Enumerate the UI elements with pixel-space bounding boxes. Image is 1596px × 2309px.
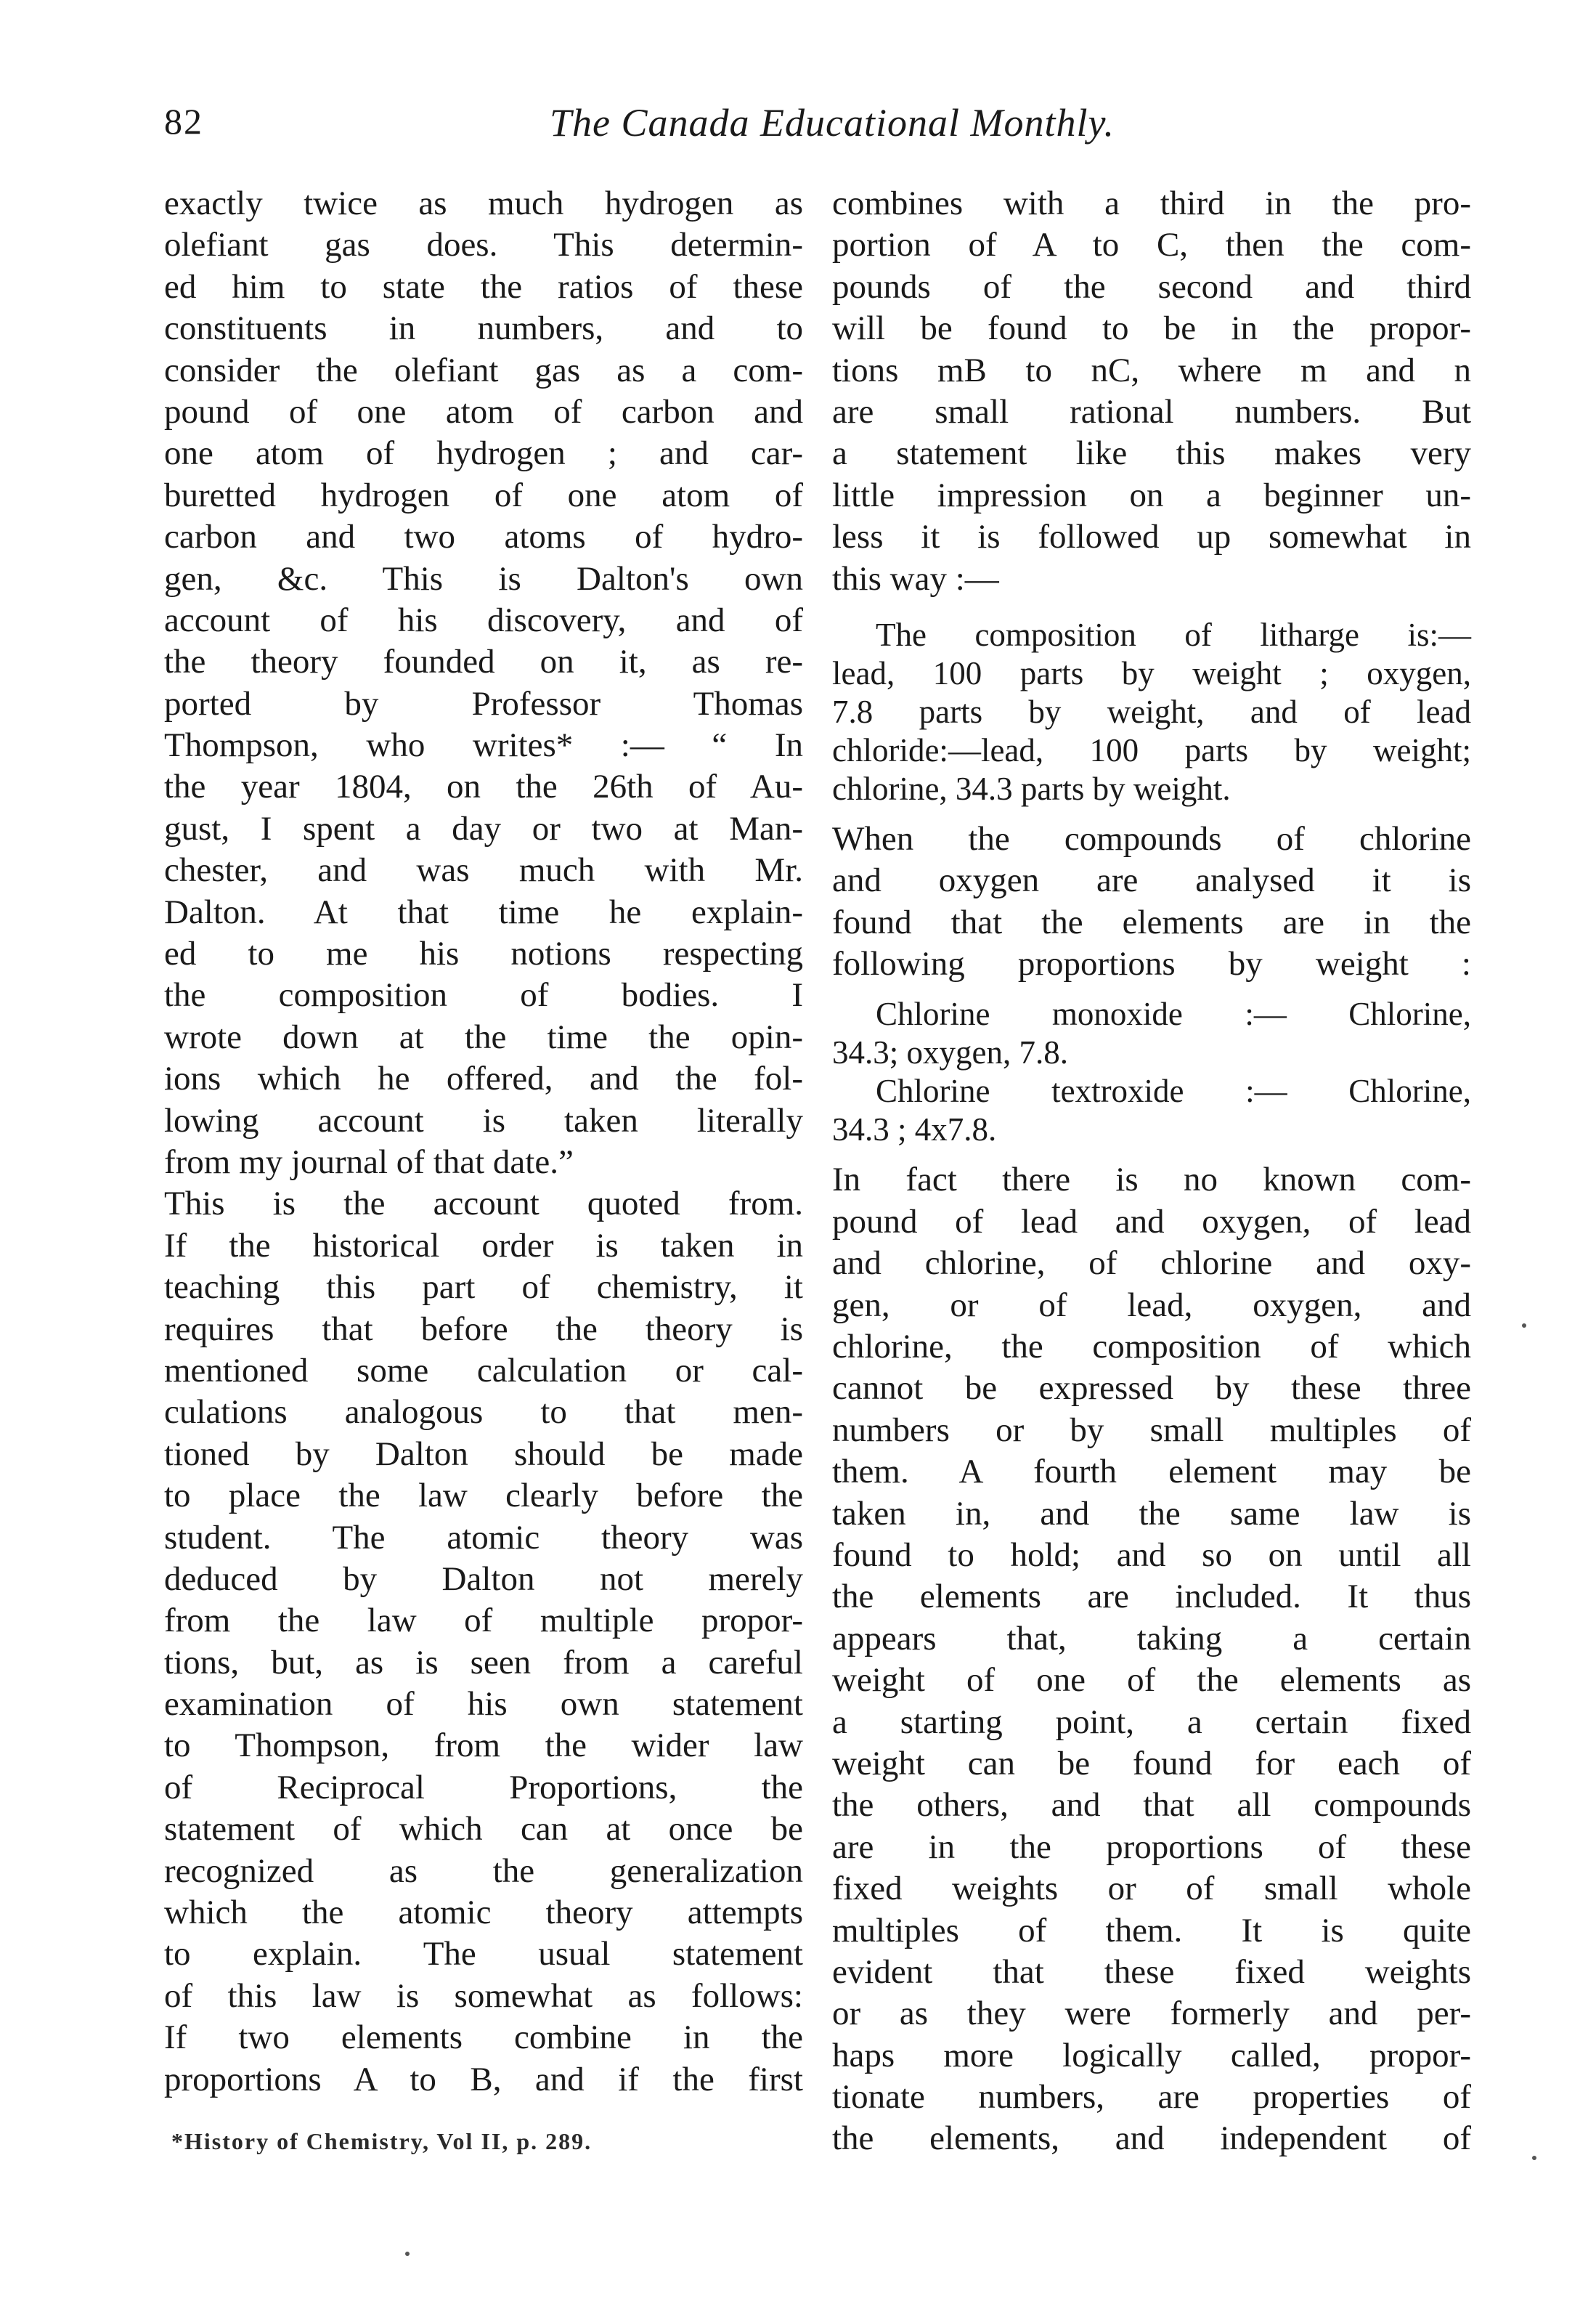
running-title: The Canada Educational Monthly. bbox=[550, 101, 1115, 145]
text-line: If the historical order is taken in bbox=[164, 1226, 803, 1265]
text-line: this way :— bbox=[832, 559, 999, 598]
text-line: will be found to be in the propor- bbox=[832, 309, 1471, 348]
scan-speck bbox=[1522, 1323, 1526, 1328]
text-line: the theory founded on it, as re- bbox=[164, 643, 803, 681]
text-line: fixed weights or of small whole bbox=[832, 1870, 1471, 1908]
text-line: pounds of the second and third bbox=[832, 267, 1471, 306]
text-line: buretted hydrogen of one atom of bbox=[164, 476, 803, 514]
text-line: Chlorine textroxide :— Chlorine, bbox=[876, 1073, 1471, 1110]
text-line: tions mB to nC, where m and n bbox=[832, 351, 1471, 389]
text-line: The composition of litharge is:— bbox=[876, 616, 1471, 653]
text-line: tionate numbers, are properties of bbox=[832, 2078, 1471, 2117]
text-line: weight of one of the elements as bbox=[832, 1661, 1471, 1700]
text-line: to place the law clearly before the bbox=[164, 1477, 803, 1515]
text-line: to Thompson, from the wider law bbox=[164, 1726, 803, 1765]
text-line: the elements are included. It thus bbox=[832, 1578, 1471, 1616]
text-line: the elements, and independent of bbox=[832, 2119, 1471, 2158]
text-line: gen, &c. This is Dalton's own bbox=[164, 559, 803, 598]
text-line: chester, and was much with Mr. bbox=[164, 851, 803, 890]
text-line: teaching this part of chemistry, it bbox=[164, 1268, 803, 1307]
text-line: student. The atomic theory was bbox=[164, 1518, 803, 1557]
text-line: When the compounds of chlorine bbox=[832, 819, 1471, 858]
text-line: olefiant gas does. This determin- bbox=[164, 226, 803, 264]
text-line: gen, or of lead, oxygen, and bbox=[832, 1286, 1471, 1324]
text-line: them. A fourth element may be bbox=[832, 1453, 1471, 1491]
text-line: recognized as the generalization bbox=[164, 1851, 803, 1890]
text-line: ed to me his notions respecting bbox=[164, 935, 803, 973]
text-line: numbers or by small multiples of bbox=[832, 1411, 1471, 1449]
text-line: lowing account is taken literally bbox=[164, 1101, 803, 1140]
text-line: exactly twice as much hydrogen as bbox=[164, 184, 803, 222]
text-line: haps more logically called, propor- bbox=[832, 2036, 1471, 2074]
text-line: the others, and that all compounds bbox=[832, 1786, 1471, 1825]
text-line: cannot be expressed by these three bbox=[832, 1369, 1471, 1408]
text-line: ed him to state the ratios of these bbox=[164, 267, 803, 306]
text-line: found to hold; and so on until all bbox=[832, 1535, 1471, 1574]
text-line: gust, I spent a day or two at Man- bbox=[164, 809, 803, 848]
text-line: of this law is somewhat as follows: bbox=[164, 1976, 803, 2015]
text-line: portion of A to C, then the com- bbox=[832, 226, 1471, 264]
text-line: consider the olefiant gas as a com- bbox=[164, 351, 803, 389]
text-line: which the atomic theory attempts bbox=[164, 1894, 803, 1932]
text-line: are small rational numbers. But bbox=[832, 392, 1471, 431]
text-line: weight can be found for each of bbox=[832, 1744, 1471, 1782]
page-number: 82 bbox=[164, 101, 203, 142]
text-line: a starting point, a certain fixed bbox=[832, 1703, 1471, 1741]
text-line: 34.3 ; 4x7.8. bbox=[832, 1111, 997, 1148]
text-line: This is the account quoted from. bbox=[164, 1185, 803, 1223]
text-line: chlorine, 34.3 parts by weight. bbox=[832, 770, 1231, 807]
text-line: the composition of bodies. I bbox=[164, 976, 803, 1015]
text-line: tions, but, as is seen from a careful bbox=[164, 1643, 803, 1681]
text-line: or as they were formerly and per- bbox=[832, 1994, 1471, 2033]
footnote: *History of Chemistry, Vol II, p. 289. bbox=[171, 2128, 593, 2154]
text-line: wrote down at the time the opin- bbox=[164, 1018, 803, 1056]
text-line: from my journal of that date.” bbox=[164, 1143, 574, 1181]
text-line: examination of his own statement bbox=[164, 1685, 803, 1724]
text-line: deduced by Dalton not merely bbox=[164, 1559, 803, 1598]
text-line: pound of lead and oxygen, of lead bbox=[832, 1202, 1471, 1241]
text-line: to explain. The usual statement bbox=[164, 1935, 803, 1973]
left-column bbox=[164, 183, 803, 2101]
scan-speck bbox=[1532, 2156, 1536, 2160]
text-line: are in the proportions of these bbox=[832, 1827, 1471, 1866]
text-line: the year 1804, on the 26th of Au- bbox=[164, 768, 803, 806]
text-line: a statement like this makes very bbox=[832, 434, 1471, 473]
text-line: mentioned some calculation or cal- bbox=[164, 1351, 803, 1389]
text-line: proportions A to B, and if the first bbox=[164, 2060, 803, 2098]
text-line: and oxygen are analysed it is bbox=[832, 861, 1471, 900]
text-line: requires that before the theory is bbox=[164, 1310, 803, 1348]
text-line: statement of which can at once be bbox=[164, 1810, 803, 1849]
text-line: lead, 100 parts by weight ; oxygen, bbox=[832, 654, 1471, 691]
text-line: culations analogous to that men- bbox=[164, 1393, 803, 1432]
text-line: combines with a third in the pro- bbox=[832, 184, 1471, 222]
text-line: chlorine, the composition of which bbox=[832, 1328, 1471, 1366]
text-line: constituents in numbers, and to bbox=[164, 309, 803, 348]
text-line: appears that, taking a certain bbox=[832, 1619, 1471, 1657]
text-line: ions which he offered, and the fol- bbox=[164, 1060, 803, 1098]
text-line: pound of one atom of carbon and bbox=[164, 392, 803, 431]
text-line: If two elements combine in the bbox=[164, 2018, 803, 2057]
text-line: evident that these fixed weights bbox=[832, 1952, 1471, 1991]
text-line: less it is followed up somewhat in bbox=[832, 518, 1471, 556]
right-column bbox=[832, 183, 1471, 2160]
text-line: carbon and two atoms of hydro- bbox=[164, 518, 803, 556]
text-line: taken in, and the same law is bbox=[832, 1494, 1471, 1533]
text-line: In fact there is no known com- bbox=[832, 1161, 1471, 1199]
text-line: multiples of them. It is quite bbox=[832, 1911, 1471, 1949]
text-line: 7.8 parts by weight, and of lead bbox=[832, 693, 1471, 730]
text-line: chloride:—lead, 100 parts by weight; bbox=[832, 731, 1471, 768]
text-line: one atom of hydrogen ; and car- bbox=[164, 434, 803, 473]
text-line: little impression on a beginner un- bbox=[832, 476, 1471, 514]
text-line: of Reciprocal Proportions, the bbox=[164, 1768, 803, 1806]
scan-speck bbox=[405, 2252, 410, 2256]
text-line: ported by Professor Thomas bbox=[164, 684, 803, 723]
text-line: found that the elements are in the bbox=[832, 903, 1471, 941]
text-line: 34.3; oxygen, 7.8. bbox=[832, 1034, 1068, 1071]
text-line: tioned by Dalton should be made bbox=[164, 1434, 803, 1473]
page-header bbox=[164, 100, 1500, 158]
text-line: from the law of multiple propor- bbox=[164, 1602, 803, 1640]
text-line: following proportions by weight : bbox=[832, 945, 1471, 983]
text-line: Dalton. At that time he explain- bbox=[164, 893, 803, 931]
text-line: Thompson, who writes* :— “ In bbox=[164, 726, 803, 765]
text-line: Chlorine monoxide :— Chlorine, bbox=[876, 996, 1471, 1033]
text-line: and chlorine, of chlorine and oxy- bbox=[832, 1244, 1471, 1283]
text-line: account of his discovery, and of bbox=[164, 601, 803, 639]
